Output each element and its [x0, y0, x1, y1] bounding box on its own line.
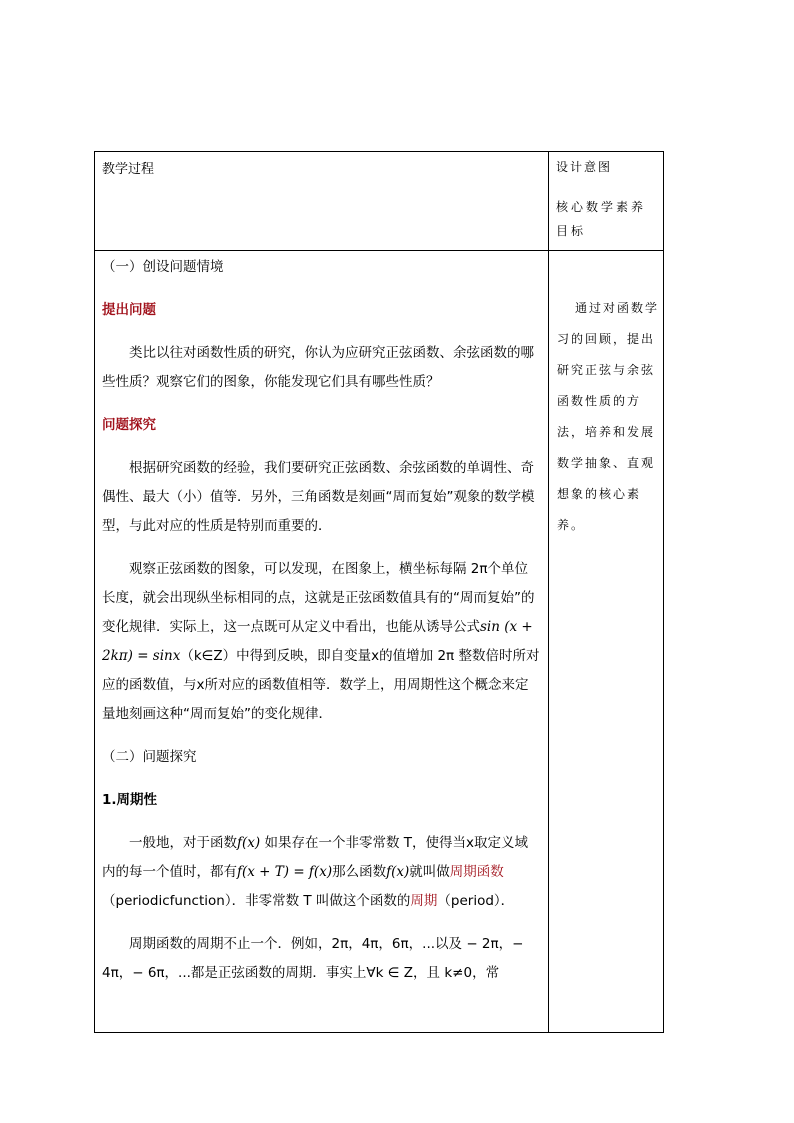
lesson-table: [94, 151, 664, 1033]
section2-para1: [102, 829, 540, 916]
header-left-label: 教学过程: [102, 162, 155, 177]
section1-para2: 根据研究函数的经验，我们要研究正弦函数、余弦函数的单调性、奇偶性、最大（小）值等．另外，三角函数是刻画“周而复始”观象的数学模型，与此对应的性质是特别而重要的．: [102, 460, 535, 534]
section1-sub-explore: 问题探究: [102, 417, 156, 433]
para3-text-a: 观察正弦函数的图象，可以发现，在图象上，横坐标每隔 2π个单位长度，就会出现纵坐标相同的点，这就是正弦函数值具有的“周而复始”的变化规律．实际上，这一点既可从定义中看出，也能从诱导公式: [102, 561, 535, 635]
teaching-content-cell: [95, 251, 549, 1033]
def-text-a: 一般地，对于函数: [129, 835, 237, 851]
header-teaching-process: [95, 152, 549, 251]
goal-cell: [549, 251, 664, 1033]
def-equation: f(x + T) = f(x): [237, 864, 333, 880]
def-text-f: （period）．: [437, 893, 515, 909]
header-right-line2: 核心数学素养目标: [556, 200, 647, 238]
section2-sub-periodicity: 1.周期性: [102, 792, 158, 808]
section1-para1: 类比以往对函数性质的研究，你认为应研究正弦函数、余弦函数的哪些性质？观察它们的图象，你能发现它们具有哪些性质？: [102, 345, 534, 390]
def-text-d: 就叫做: [409, 864, 450, 880]
term-periodic-function: 周期函数: [449, 864, 504, 880]
def-text-e: （periodicfunction）．非零常数 T 叫做这个函数的: [102, 893, 411, 909]
section2-para2: 周期函数的周期不止一个．例如，2π，4π，6π，...以及 − 2π，− 4π，− 6π，...都是正弦函数的周期．事实上∀k ∈ Z，且 k≠0，常: [102, 936, 524, 981]
header-right-line1: 设计意图: [556, 160, 613, 174]
goal-text: 通过对函数学习的回顾，提出研究正弦与余弦函数性质的方法，培养和发展数学抽象、直观想象的核心素养。: [557, 301, 660, 532]
section1-para3: [102, 555, 540, 729]
term-period: 周期: [410, 893, 438, 909]
section1-title: （一）创设问题情境: [102, 259, 224, 275]
header-design-intent: [549, 152, 664, 251]
def-text-b: 如果存在一个非零常数 T，使得当x取定义域内的每一个值时，都有: [102, 835, 528, 880]
def-fx1: f(x): [237, 835, 261, 851]
para3-text-b: （k∈Z）中得到反映，即自变量x的值增加 2π 整数倍时所对应的函数值，与x所对应的函数值相等．数学上，用周期性这个概念来定量地刻画这种“周而复始”的变化规律．: [102, 648, 540, 722]
def-text-c: 那么函数: [332, 864, 387, 880]
para3-formula: sin (x + 2kπ) = sinx: [102, 619, 533, 664]
def-fx2: f(x): [386, 864, 410, 880]
section2-title: （二）问题探究: [102, 749, 197, 765]
section1-sub-raise-question: 提出问题: [102, 302, 156, 318]
